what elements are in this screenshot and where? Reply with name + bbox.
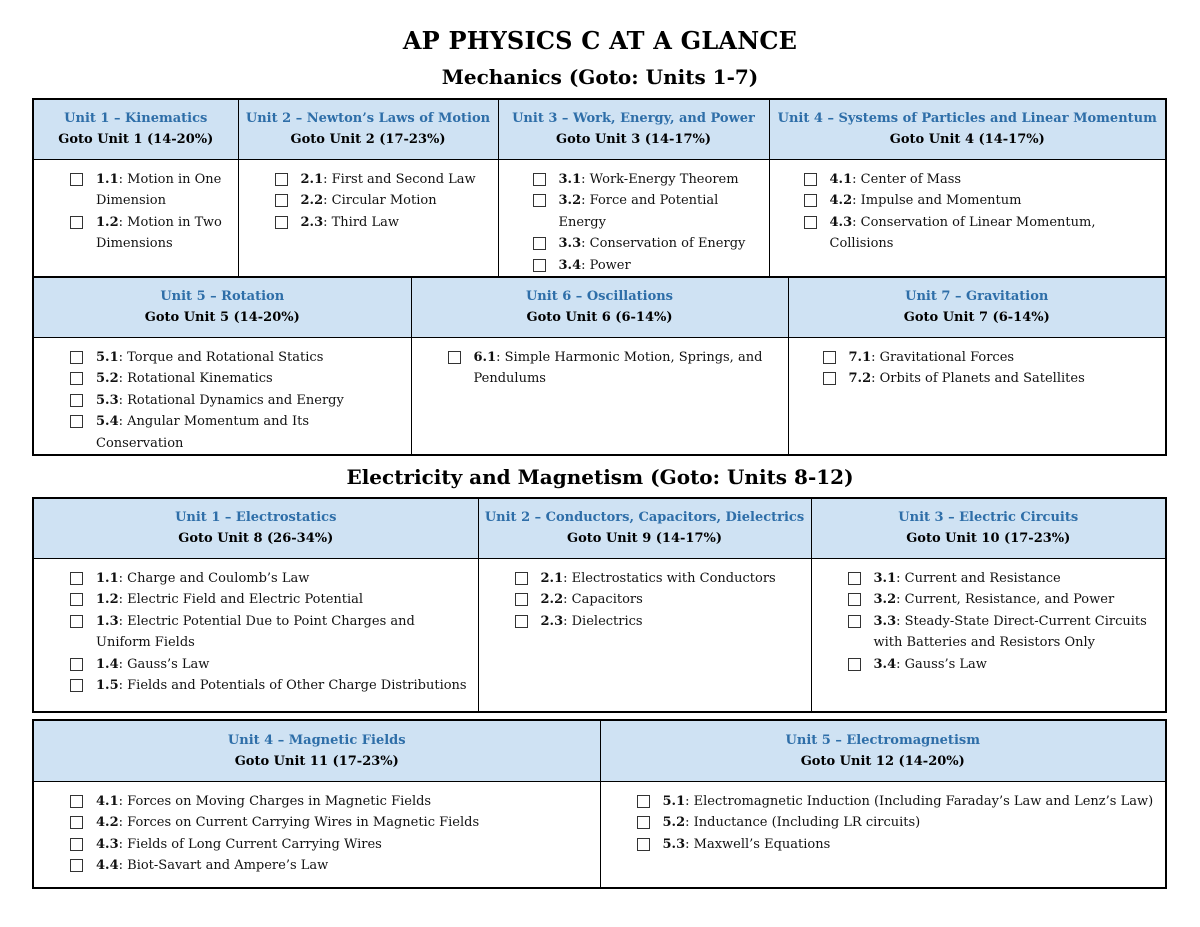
- topic-checkbox[interactable]: [70, 593, 83, 606]
- unit-goto-link[interactable]: Goto Unit 2 (17-23%): [290, 132, 446, 148]
- topic-text: : Impulse and Momentum: [852, 193, 1022, 208]
- topic-number: 1.2: [96, 214, 119, 230]
- topic-text: : Center of Mass: [852, 171, 962, 187]
- unit-title[interactable]: Unit 6 – Oscillations: [525, 289, 674, 305]
- topic-label: [849, 368, 1156, 390]
- topic-number: 5.3: [96, 392, 119, 408]
- topic-number: 4.1: [829, 171, 853, 187]
- topic-number: 4.4: [96, 858, 119, 873]
- em-units-1-3-table: [32, 497, 1167, 713]
- topic-cell: [600, 781, 1166, 888]
- topic-number: 3.1: [558, 171, 582, 187]
- topic-checkbox[interactable]: [70, 351, 83, 364]
- topic-checkbox[interactable]: [515, 615, 528, 628]
- topic-item: [34, 834, 590, 856]
- topic-text: : Conservation of Energy: [581, 236, 746, 251]
- topic-cell: [33, 337, 411, 455]
- unit-header: [33, 720, 600, 781]
- topic-checkbox[interactable]: [70, 372, 83, 385]
- topic-item: [812, 611, 1156, 654]
- topic-cell: [33, 558, 478, 712]
- unit-title[interactable]: Unit 1 – Kinematics: [64, 111, 208, 127]
- topic-text: : Angular Momentum and Its Conservation: [96, 414, 310, 451]
- topic-cell: [769, 159, 1166, 277]
- topic-text: : First and Second Law: [323, 171, 476, 187]
- topic-label: [830, 169, 1156, 191]
- topic-number: 3.1: [873, 570, 897, 586]
- topic-cell: [33, 781, 600, 888]
- unit-header: [769, 99, 1166, 159]
- topic-number: 1.1: [96, 570, 119, 586]
- topic-item: [770, 169, 1156, 191]
- topic-item: [479, 568, 801, 590]
- topic-checkbox[interactable]: [70, 795, 83, 808]
- unit-title[interactable]: Unit 3 – Work, Energy, and Power: [512, 111, 755, 127]
- topic-number: 2.3: [300, 214, 324, 230]
- unit-goto-link[interactable]: Goto Unit 5 (14-20%): [144, 310, 300, 326]
- topic-text: : Orbits of Planets and Satellites: [871, 371, 1085, 386]
- topic-label: [474, 347, 778, 390]
- topic-text: : Force and Potential Energy: [558, 193, 719, 230]
- topic-item: [34, 812, 590, 834]
- topic-text: : Motion in One Dimension: [96, 171, 222, 208]
- topic-item: [499, 255, 759, 277]
- unit-header: [411, 277, 788, 337]
- topic-label: [96, 347, 401, 369]
- topic-checkbox[interactable]: [804, 194, 817, 207]
- topic-number: 3.3: [873, 613, 897, 629]
- topic-item: [499, 233, 759, 255]
- topic-item: [34, 390, 401, 412]
- topic-label: [559, 255, 759, 277]
- unit-header: [33, 277, 411, 337]
- topic-item: [34, 411, 401, 454]
- topic-item: [239, 169, 488, 191]
- topic-number: 3.2: [558, 193, 582, 208]
- unit-header: [811, 498, 1166, 558]
- topic-label: [301, 212, 488, 234]
- topic-checkbox[interactable]: [70, 415, 83, 428]
- topic-number: 2.1: [300, 171, 324, 187]
- topic-item: [34, 611, 468, 654]
- topic-item: [34, 368, 401, 390]
- unit-goto-link[interactable]: Goto Unit 11 (17-23%): [234, 753, 399, 769]
- unit-header: [238, 99, 498, 159]
- topic-item: [239, 212, 488, 234]
- topic-checkbox[interactable]: [533, 194, 546, 207]
- topic-text: : Dielectrics: [563, 613, 643, 629]
- topic-checkbox[interactable]: [533, 237, 546, 250]
- topic-number: 2.3: [540, 613, 564, 629]
- topic-number: 5.2: [662, 815, 686, 830]
- topic-number: 3.3: [558, 236, 582, 251]
- topic-item: [34, 347, 401, 369]
- topic-label: [541, 568, 801, 590]
- topic-number: 5.1: [662, 793, 686, 809]
- topic-text: : Electrostatics with Conductors: [563, 570, 776, 586]
- topic-text: : Rotational Dynamics and Energy: [118, 392, 344, 408]
- topic-checkbox[interactable]: [275, 173, 288, 186]
- topic-checkbox[interactable]: [70, 859, 83, 872]
- topic-checkbox[interactable]: [70, 816, 83, 829]
- topic-label: [541, 589, 801, 611]
- topic-text: : Electromagnetic Induction (Including Faraday’s Law and Lenz’s Law): [685, 793, 1154, 809]
- unit-title[interactable]: Unit 7 – Gravitation: [905, 289, 1049, 305]
- topic-label: [96, 675, 468, 697]
- topic-checkbox[interactable]: [70, 173, 83, 186]
- topic-item: [770, 212, 1156, 255]
- topic-checkbox[interactable]: [637, 795, 650, 808]
- topic-cell: [498, 159, 769, 277]
- topic-checkbox[interactable]: [275, 194, 288, 207]
- topic-checkbox[interactable]: [848, 615, 861, 628]
- topic-text: : Electric Field and Electric Potential: [118, 592, 364, 607]
- mechanics-heading: Mechanics (Goto: Units 1-7): [441, 65, 759, 89]
- topic-checkbox[interactable]: [70, 394, 83, 407]
- topic-checkbox[interactable]: [848, 658, 861, 671]
- em-units-4-5-table: [32, 719, 1167, 889]
- topic-number: 5.2: [96, 371, 119, 386]
- topic-number: 2.2: [540, 592, 564, 607]
- unit-goto-link[interactable]: Goto Unit 6 (6-14%): [526, 310, 673, 326]
- topic-checkbox[interactable]: [515, 593, 528, 606]
- topic-label: [96, 212, 228, 255]
- topic-label: [663, 791, 1156, 813]
- unit-title[interactable]: Unit 5 – Electromagnetism: [785, 732, 980, 748]
- topic-item: [34, 169, 228, 212]
- topic-label: [301, 169, 488, 191]
- topic-item: [412, 347, 778, 390]
- topic-number: 1.5: [96, 678, 119, 693]
- topic-item: [789, 347, 1156, 369]
- topic-text: : Work-Energy Theorem: [581, 171, 739, 187]
- topic-number: 1.4: [96, 656, 119, 672]
- topic-item: [812, 568, 1156, 590]
- topic-cell: [411, 337, 788, 455]
- topic-label: [874, 654, 1156, 676]
- topic-label: [830, 212, 1156, 255]
- topic-text: : Forces on Moving Charges in Magnetic Fields: [118, 793, 432, 809]
- unit-goto-link[interactable]: Goto Unit 10 (17-23%): [906, 531, 1071, 547]
- topic-checkbox[interactable]: [804, 173, 817, 186]
- topic-label: [830, 190, 1156, 212]
- topic-number: 1.3: [96, 613, 119, 629]
- topic-checkbox[interactable]: [275, 216, 288, 229]
- topic-text: : Fields and Potentials of Other Charge Distributions: [118, 678, 467, 693]
- unit-title[interactable]: Unit 4 – Magnetic Fields: [227, 732, 406, 748]
- topic-item: [34, 212, 228, 255]
- topic-checkbox[interactable]: [448, 351, 461, 364]
- topic-number: 6.1: [473, 349, 497, 365]
- topic-number: 4.1: [96, 793, 119, 809]
- topic-item: [34, 589, 468, 611]
- topic-number: 1.1: [96, 171, 119, 187]
- topic-number: 4.3: [829, 214, 853, 230]
- topic-text: : Forces on Current Carrying Wires in Magnetic Fields: [118, 815, 480, 830]
- topic-item: [34, 568, 468, 590]
- topic-checkbox[interactable]: [823, 351, 836, 364]
- topic-item: [601, 834, 1156, 856]
- topic-checkbox[interactable]: [70, 216, 83, 229]
- unit-goto-link[interactable]: Goto Unit 12 (14-20%): [800, 753, 965, 769]
- topic-label: [663, 812, 1156, 834]
- unit-title[interactable]: Unit 2 – Newton’s Laws of Motion: [245, 111, 491, 127]
- topic-text: : Biot-Savart and Ampere’s Law: [118, 858, 329, 873]
- topic-label: [96, 855, 590, 877]
- topic-checkbox[interactable]: [533, 259, 546, 272]
- topic-number: 5.1: [96, 349, 119, 365]
- topic-item: [499, 169, 759, 191]
- topic-checkbox[interactable]: [515, 572, 528, 585]
- topic-text: : Gauss’s Law: [896, 656, 987, 672]
- topic-cell: [238, 159, 498, 277]
- topic-text: : Circular Motion: [323, 193, 437, 208]
- topic-item: [34, 654, 468, 676]
- topic-item: [479, 589, 801, 611]
- topic-text: : Third Law: [323, 214, 400, 230]
- topic-label: [96, 611, 468, 654]
- topic-text: : Steady-State Direct-Current Circuits with Batteries and Resistors Only: [873, 613, 1147, 650]
- topic-text: : Simple Harmonic Motion, Springs, and Pendulums: [473, 349, 763, 386]
- unit-title[interactable]: Unit 3 – Electric Circuits: [898, 510, 1079, 526]
- topic-number: 4.2: [96, 815, 119, 830]
- topic-cell: [478, 558, 811, 712]
- topic-item: [601, 791, 1156, 813]
- topic-number: 4.2: [829, 193, 853, 208]
- unit-title[interactable]: Unit 2 – Conductors, Capacitors, Dielectrics: [484, 510, 805, 526]
- topic-checkbox[interactable]: [823, 372, 836, 385]
- topic-label: [301, 190, 488, 212]
- topic-text: : Electric Potential Due to Point Charges and Uniform Fields: [96, 613, 415, 650]
- unit-title[interactable]: Unit 4 – Systems of Particles and Linear Momentum: [777, 111, 1157, 127]
- topic-cell: [33, 159, 238, 277]
- topic-text: : Maxwell’s Equations: [685, 836, 831, 852]
- unit-header: [478, 498, 811, 558]
- topic-number: 5.3: [662, 836, 686, 852]
- topic-text: : Rotational Kinematics: [118, 371, 273, 386]
- topic-item: [601, 812, 1156, 834]
- topic-number: 5.4: [96, 414, 119, 429]
- topic-checkbox[interactable]: [70, 615, 83, 628]
- topic-item: [812, 589, 1156, 611]
- mechanics-units-1-4-table: [32, 98, 1167, 278]
- topic-item: [479, 611, 801, 633]
- topic-label: [96, 654, 468, 676]
- topic-label: [96, 411, 401, 454]
- topic-checkbox[interactable]: [533, 173, 546, 186]
- topic-checkbox[interactable]: [70, 572, 83, 585]
- topic-text: : Capacitors: [563, 592, 643, 607]
- topic-text: : Gauss’s Law: [118, 656, 210, 672]
- unit-goto-link[interactable]: Goto Unit 4 (14-17%): [889, 132, 1045, 148]
- unit-goto-link[interactable]: Goto Unit 8 (26-34%): [178, 531, 334, 547]
- topic-text: : Current and Resistance: [896, 570, 1061, 586]
- topic-checkbox[interactable]: [848, 593, 861, 606]
- topic-item: [812, 654, 1156, 676]
- topic-checkbox[interactable]: [848, 572, 861, 585]
- topic-checkbox[interactable]: [637, 816, 650, 829]
- topic-number: 3.4: [873, 656, 897, 672]
- unit-goto-link[interactable]: Goto Unit 7 (6-14%): [903, 310, 1050, 326]
- topic-item: [239, 190, 488, 212]
- topic-text: : Conservation of Linear Momentum, Collisions: [829, 214, 1096, 251]
- mechanics-units-5-7-table: [32, 276, 1167, 456]
- topic-label: [559, 233, 759, 255]
- unit-title[interactable]: Unit 1 – Electrostatics: [175, 510, 337, 526]
- unit-header: [788, 277, 1166, 337]
- unit-goto-link[interactable]: Goto Unit 9 (14-17%): [566, 531, 723, 547]
- topic-item: [499, 190, 759, 233]
- topic-label: [849, 347, 1156, 369]
- topic-checkbox[interactable]: [70, 838, 83, 851]
- topic-number: 7.2: [848, 371, 872, 386]
- topic-checkbox[interactable]: [70, 679, 83, 692]
- topic-item: [789, 368, 1156, 390]
- topic-text: : Motion in Two Dimensions: [96, 214, 222, 251]
- topic-number: 2.2: [300, 193, 324, 208]
- topic-number: 1.2: [96, 592, 119, 607]
- topic-text: : Torque and Rotational Statics: [118, 349, 324, 365]
- topic-label: [541, 611, 801, 633]
- page-title: AP PHYSICS C AT A GLANCE: [402, 26, 798, 55]
- topic-label: [559, 190, 759, 233]
- topic-label: [874, 611, 1156, 654]
- unit-title[interactable]: Unit 5 – Rotation: [160, 289, 285, 305]
- topic-label: [874, 589, 1156, 611]
- unit-header: [498, 99, 769, 159]
- topic-label: [96, 791, 590, 813]
- topic-label: [96, 390, 401, 412]
- topic-number: 2.1: [540, 570, 564, 586]
- topic-number: 3.2: [873, 592, 897, 607]
- topic-label: [96, 589, 468, 611]
- topic-item: [770, 190, 1156, 212]
- topic-number: 4.3: [96, 836, 119, 852]
- unit-goto-link[interactable]: Goto Unit 1 (14-20%): [58, 132, 214, 148]
- topic-cell: [788, 337, 1166, 455]
- topic-text: : Charge and Coulomb’s Law: [118, 570, 310, 586]
- topic-text: : Inductance (Including LR circuits): [685, 815, 921, 830]
- unit-header: [33, 99, 238, 159]
- topic-checkbox[interactable]: [804, 216, 817, 229]
- topic-item: [34, 675, 468, 697]
- topic-label: [663, 834, 1156, 856]
- em-heading: Electricity and Magnetism (Goto: Units 8-12): [346, 465, 854, 489]
- topic-label: [96, 568, 468, 590]
- topic-text: : Fields of Long Current Carrying Wires: [118, 836, 382, 852]
- topic-number: 3.4: [558, 257, 582, 273]
- unit-header: [33, 498, 478, 558]
- unit-header: [600, 720, 1166, 781]
- unit-goto-link[interactable]: Goto Unit 3 (14-17%): [555, 132, 712, 148]
- topic-label: [96, 834, 590, 856]
- topic-cell: [811, 558, 1166, 712]
- topic-checkbox[interactable]: [637, 838, 650, 851]
- topic-label: [96, 169, 228, 212]
- topic-checkbox[interactable]: [70, 658, 83, 671]
- topic-label: [874, 568, 1156, 590]
- topic-number: 7.1: [848, 349, 872, 365]
- topic-text: : Power: [581, 257, 631, 273]
- topic-label: [96, 812, 590, 834]
- topic-label: [559, 169, 759, 191]
- topic-text: : Gravitational Forces: [871, 349, 1015, 365]
- topic-item: [34, 855, 590, 877]
- topic-label: [96, 368, 401, 390]
- topic-text: : Current, Resistance, and Power: [896, 592, 1115, 607]
- topic-item: [34, 791, 590, 813]
